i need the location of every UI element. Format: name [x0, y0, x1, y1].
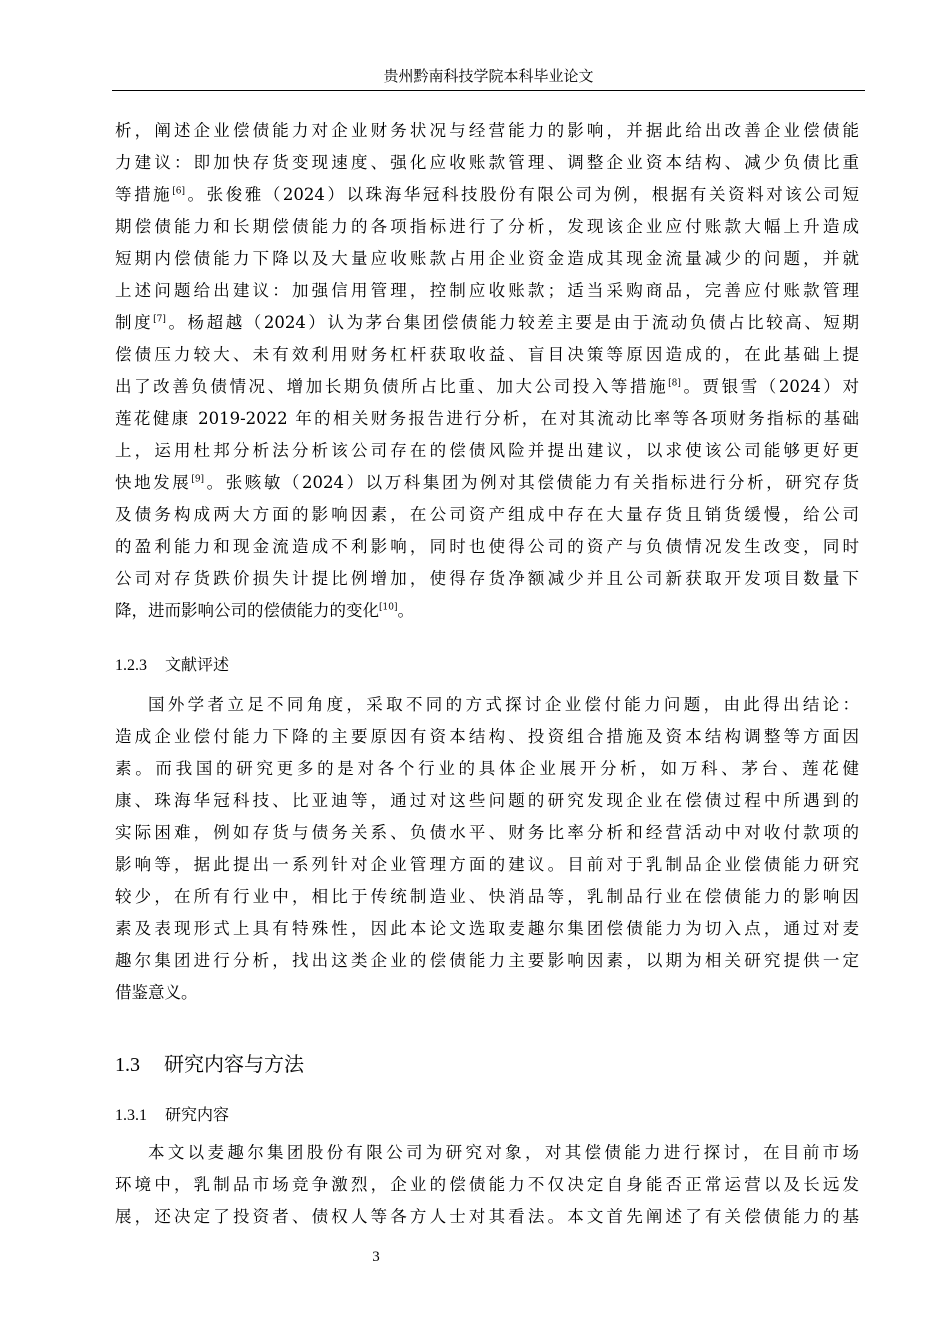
text-line: 国外学者立足不同角度，采取不同的方式探讨企业偿付能力问题，由此得出结论： [148, 694, 859, 714]
paragraph-3 [115, 1136, 859, 1232]
text-line: 康、珠海华冠科技、比亚迪等，通过对这些问题的研究发现企业在偿债过程中所遇到的 [115, 790, 859, 810]
text-line: 实际困难，例如存货与债务关系、负债水平、财务比率分析和经营活动中对收付款项的 [115, 822, 859, 842]
citation-ref[interactable]: [10] [379, 602, 398, 612]
section-number: 1.3 [115, 1054, 140, 1076]
text-line: 快地发展[9]。张赅敏（2024）以万科集团为例对其偿债能力有关指标进行分析，研究存货 [115, 472, 860, 492]
text-line: 降，进而影响公司的偿债能力的变化[10]。 [115, 600, 414, 620]
text-line: 制度[7]。杨超越（2024）认为茅台集团偿债能力较差主要是由于流动负债占比较高、短期 [115, 312, 859, 332]
text-line: 展，还决定了投资者、债权人等各方人士对其看法。本文首先阐述了有关偿债能力的基 [115, 1206, 859, 1226]
section-title: 文献评述 [165, 655, 230, 674]
text-line: 影响等，据此提出一系列针对企业管理方面的建议。目前对于乳制品企业偿债能力研究 [115, 854, 859, 874]
citation-ref[interactable]: [6] [172, 186, 185, 196]
section-heading-1-3-1 [115, 1102, 229, 1125]
text-line: 环境中，乳制品市场竞争激烈，企业的偿债能力不仅决定自身能否正常运营以及长远发 [115, 1174, 859, 1194]
text-line: 公司对存货跌价损失计提比例增加，使得存货净额减少并且公司新获取开发项目数量下 [115, 568, 859, 588]
section-title: 研究内容与方法 [164, 1052, 304, 1076]
section-title: 研究内容 [165, 1105, 230, 1124]
text-line: 莲花健康 2019-2022 年的相关财务报告进行分析，在对其流动比率等各项财务指标的基础 [115, 408, 859, 428]
running-header: 贵州黔南科技学院本科毕业论文 [383, 67, 594, 85]
text-line: 上，运用杜邦分析法分析该公司存在的偿债风险并提出建议，以求使该公司能够更好更 [115, 440, 859, 460]
section-heading-1-3 [115, 1048, 304, 1077]
text-line: 本文以麦趣尔集团股份有限公司为研究对象，对其偿债能力进行探讨，在目前市场 [148, 1142, 859, 1162]
text-line: 素。而我国的研究更多的是对各个行业的具体企业展开分析，如万科、茅台、莲花健 [115, 758, 859, 778]
text-line: 等措施[6]。张俊雅（2024）以珠海华冠科技股份有限公司为例，根据有关资料对该公司短 [115, 184, 860, 204]
header-rule [112, 90, 865, 91]
text-line: 的盈利能力和现金流造成不利影响，同时也使得公司的资产与负债情况发生改变，同时 [115, 536, 859, 556]
text-line: 析，阐述企业偿债能力对企业财务状况与经营能力的影响，并据此给出改善企业偿债能 [115, 120, 859, 140]
text-line: 造成企业偿付能力下降的主要原因有资本结构、投资组合措施及资本结构调整等方面因 [115, 726, 859, 746]
text-line: 出了改善负债情况、增加长期负债所占比重、加大公司投入等措施[8]。贾银雪（2024）对 [115, 376, 859, 396]
citation-ref[interactable]: [7] [153, 314, 166, 324]
text-line: 趣尔集团进行分析，找出这类企业的偿债能力主要影响因素，以期为相关研究提供一定 [115, 950, 859, 970]
text-line: 短期内偿债能力下降以及大量应收账款占用企业资金造成其现金流量减少的问题，并就 [115, 248, 859, 268]
text-line: 素及表现形式上具有特殊性，因此本论文选取麦趣尔集团偿债能力为切入点，通过对麦 [115, 918, 859, 938]
citation-ref[interactable]: [8] [668, 378, 681, 388]
page-number: 3 [372, 1249, 380, 1265]
text-line: 及债务构成两大方面的影响因素，在公司资产组成中存在大量存货且销货缓慢，给公司 [115, 504, 859, 524]
paragraph-1 [115, 114, 859, 626]
text-line: 力建议：即加快存货变现速度、强化应收账款管理、调整企业资本结构、减少负债比重 [115, 152, 859, 172]
text-line: 上述问题给出建议：加强信用管理，控制应收账款；适当采购商品，完善应付账款管理 [115, 280, 859, 300]
paragraph-2 [115, 688, 859, 1008]
section-number: 1.2.3 [115, 657, 147, 674]
section-number: 1.3.1 [115, 1107, 147, 1124]
text-line: 偿债压力较大、未有效利用财务杠杆获取收益、盲目决策等原因造成的，在此基础上提 [115, 344, 859, 364]
section-heading-1-2-3 [115, 652, 229, 675]
citation-ref[interactable]: [9] [191, 474, 205, 484]
text-line: 期偿债能力和长期偿债能力的各项指标进行了分析，发现该企业应付账款大幅上升造成 [115, 216, 859, 236]
text-line: 借鉴意义。 [115, 982, 198, 1002]
text-line: 较少，在所有行业中，相比于传统制造业、快消品等，乳制品行业在偿债能力的影响因 [115, 886, 859, 906]
